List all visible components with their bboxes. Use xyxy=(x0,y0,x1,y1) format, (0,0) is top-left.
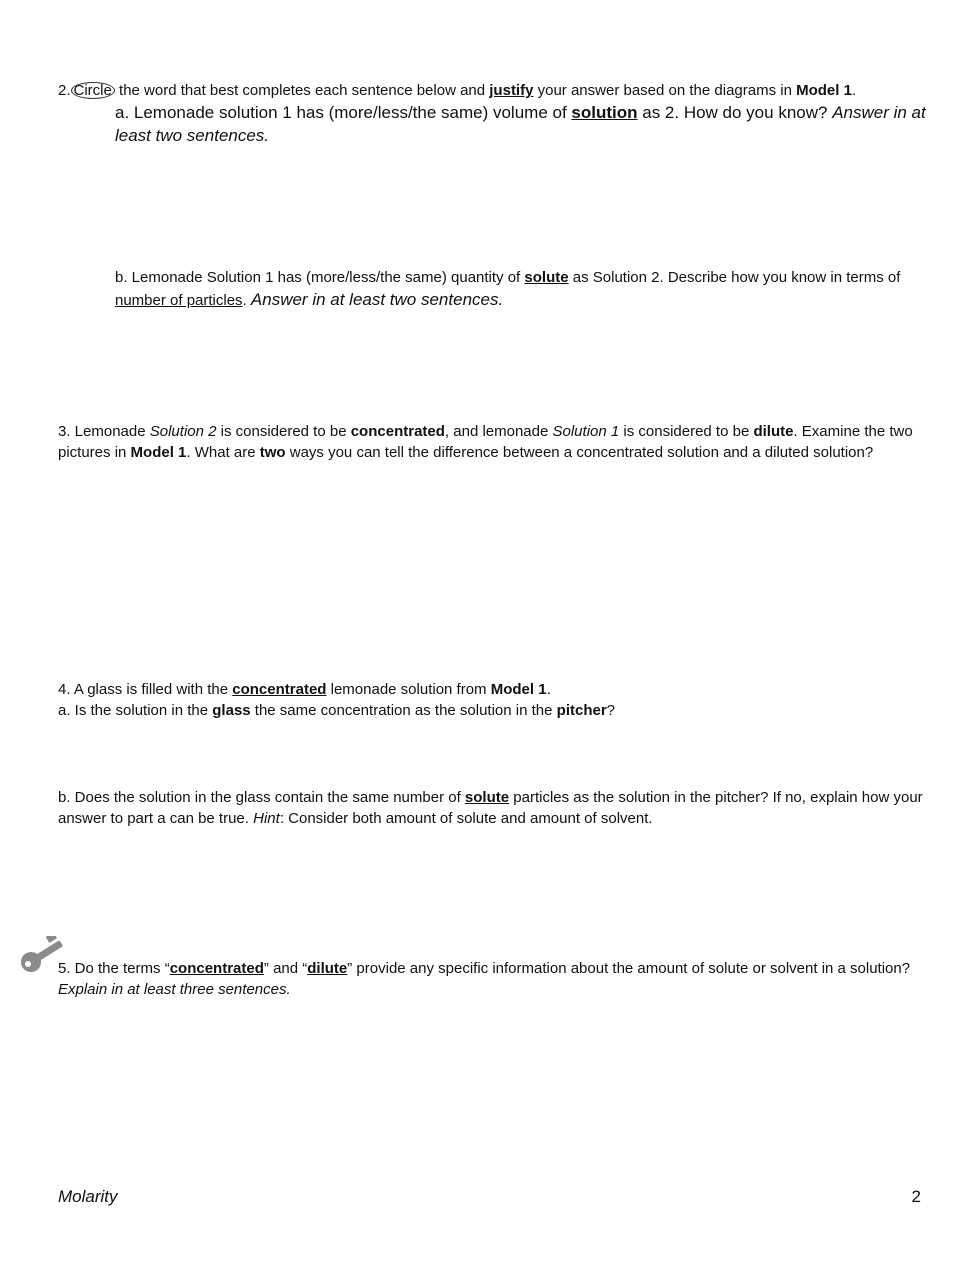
question-3: 3. Lemonade Solution 2 is considered to be concentrated, and lemonade Solution 1 is considered to be dilute. Examine the two pictures in Model 1. What are two ways you can tell the difference between a concentrated solution and a diluted solution? xyxy=(58,423,913,461)
question-2b: b. Lemonade Solution 1 has (more/less/the same) quantity of solute as Solution 2. Describe how you know in terms of number of particles. Answer in at least two sentences. xyxy=(115,269,901,309)
keyword-number-of-particles: number of particles xyxy=(115,292,243,309)
question-4b: b. Does the solution in the glass contain the same number of solute particles as the solution in the pitcher? If no, explain how your answer to part a can be true. Hint: Consider both amount of solute and amount of solvent. xyxy=(58,789,923,827)
question-2-prompt: 2. Circle the word that best completes each sentence below and justify your answer based on the diagrams in Model 1. xyxy=(58,82,857,99)
page-number: 2 xyxy=(911,1187,921,1206)
instruction-text: Answer in at least two sentences. xyxy=(250,290,504,309)
question-4a: a. Is the solution in the glass the same concentration as the solution in the pitcher? xyxy=(58,702,616,719)
question-2a: a. Lemonade solution 1 has (more/less/the same) volume of solution as 2. How do you know? Answer in at least two sentences. xyxy=(115,103,926,145)
footer-title: Molarity xyxy=(58,1187,118,1206)
instruction-text: Answer in at least two sentences. xyxy=(115,103,926,145)
model-ref: Model 1 xyxy=(796,82,852,99)
keyword-solution: solution xyxy=(571,103,638,122)
circled-word: Circle xyxy=(71,82,115,99)
keyword-justify: justify xyxy=(489,82,534,99)
instruction-text: Explain in at least three sentences. xyxy=(58,981,291,998)
question-4-prompt: 4. A glass is filled with the concentrated lemonade solution from Model 1. xyxy=(58,681,551,698)
question-4 xyxy=(58,679,938,721)
question-5: 5. Do the terms “concentrated” and “dilute” provide any specific information about the amount of solute or solvent in a solution? Explain in at least three sentences. xyxy=(58,960,911,998)
keyword-solute: solute xyxy=(524,269,569,286)
